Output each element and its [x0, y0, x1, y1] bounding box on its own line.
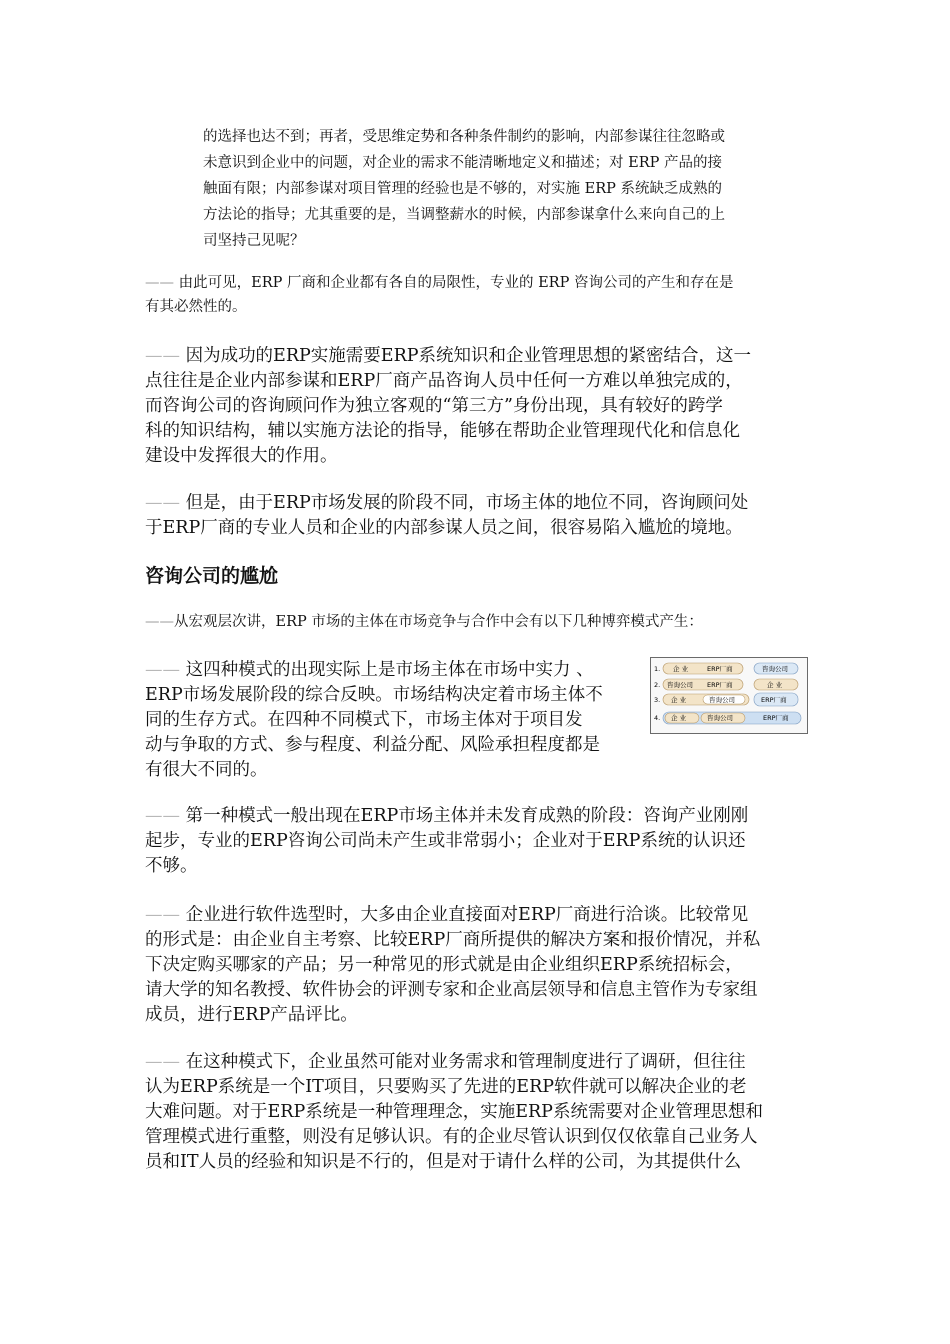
- paragraph-first-mode: [145, 804, 810, 879]
- row-number: 4.: [654, 714, 661, 722]
- text-line: 触面有限；内部参谋对项目管理的经验也是不够的，对实施 ERP 系统缺乏成熟的: [203, 181, 722, 197]
- text-line: 而咨询公司的咨询顾问作为独立客观的“第三方”身份出现，具有较好的跨学: [145, 396, 723, 416]
- paragraph-conclusion: [145, 271, 810, 319]
- text-line: 下决定购买哪家的产品；另一种常见的形式就是由企业组织ERP系统招标会，: [145, 955, 743, 975]
- text-line: 由此可见，ERP 厂商和企业都有各自的局限性，专业的 ERP 咨询公司的产生和存在是: [174, 275, 734, 291]
- text-line: 认为ERP系统是一个IT项目，只要购买了先进的ERP软件就可以解决企业的老: [145, 1077, 747, 1097]
- text-line: 请大学的知名教授、软件协会的评测专家和企业高层领导和信息主管作为专家组: [145, 980, 758, 1000]
- text-line: 科的知识结构，辅以实施方法论的指导，能够在帮助企业管理现代化和信息化: [145, 421, 740, 441]
- text-line: 司坚持己见呢？: [203, 233, 305, 249]
- node-label: 企 业: [671, 714, 687, 722]
- row-number: 2.: [654, 681, 661, 689]
- text-line: 的选择也达不到；再者，受思维定势和各种条件制约的影响，内部参谋往往忽略或: [203, 129, 725, 145]
- indent-marker: ——: [145, 1052, 180, 1072]
- text-line: 第一种模式一般出现在ERP市场主体并未发育成熟的阶段：咨询产业刚刚: [180, 806, 749, 826]
- node-label: ERP厂商: [707, 665, 733, 673]
- text-line: 于ERP厂商的专业人员和企业的内部参谋人员之间，很容易陷入尴尬的境地。: [145, 518, 743, 538]
- dash-marker: ——: [145, 275, 174, 291]
- node-label: 企 业: [671, 696, 687, 704]
- diagram-row-4: [654, 712, 801, 724]
- game-modes-diagram: [650, 657, 808, 734]
- node-label: 企 业: [673, 665, 689, 673]
- paragraph-macro: [145, 610, 810, 634]
- indent-marker: ——: [145, 660, 180, 680]
- text-line: 点往往是企业内部参谋和ERP厂商产品咨询人员中任何一方难以单独完成的，: [145, 371, 743, 391]
- node-label: 企 业: [767, 681, 783, 689]
- paragraph-third-party: [145, 344, 810, 469]
- text-line: 建设中发挥很大的作用。: [145, 446, 338, 466]
- text-line: 这四种模式的出现实际上是市场主体在市场中实力 、: [180, 660, 594, 680]
- text-line: 的形式是：由企业自主考察、比较ERP厂商所提供的解决方案和报价情况，并私: [145, 930, 761, 950]
- text-line: 有很大不同的。: [145, 760, 268, 780]
- text-line: 方法论的指导；尤其重要的是，当调整薪水的时候，内部参谋拿什么来向自己的上: [203, 207, 725, 223]
- row-number: 3.: [654, 696, 661, 704]
- text-line: 在这种模式下，企业虽然可能对业务需求和管理制度进行了调研，但往往: [180, 1052, 746, 1072]
- text-line: 成员，进行ERP产品评比。: [145, 1005, 358, 1025]
- diagram-row-3: [654, 693, 798, 706]
- node-label: 咨询公司: [707, 714, 733, 722]
- text-line: 同的生存方式。在四种不同模式下，市场主体对于项目发: [145, 710, 583, 730]
- indent-marker: ——: [145, 346, 180, 366]
- diagram-row-2: [654, 679, 798, 690]
- indent-marker: ——: [145, 905, 180, 925]
- text-line: 大难问题。对于ERP系统是一种管理理念，实施ERP系统需要对企业管理思想和: [145, 1102, 763, 1122]
- node-label: 咨询公司: [667, 681, 693, 689]
- paragraph-mode-detail: [145, 1050, 810, 1175]
- diagram-row-1: [654, 663, 798, 674]
- text-line: 从宏观层次讲，ERP 市场的主体在市场竞争与合作中会有以下几种博弈模式产生：: [174, 614, 703, 630]
- text-line: 有其必然性的。: [145, 299, 247, 315]
- text-line: 管理模式进行重整，则没有足够认识。有的企业尽管认识到仅仅依靠自己业务人: [145, 1127, 758, 1147]
- node-label: 咨询公司: [709, 696, 735, 704]
- dash-marker: ——: [145, 614, 174, 630]
- text-line: 因为成功的ERP实施需要ERP系统知识和企业管理思想的紧密结合，这一: [180, 346, 752, 366]
- text-line: 起步，专业的ERP咨询公司尚未产生或非常弱小；企业对于ERP系统的认识还: [145, 831, 746, 851]
- quoted-paragraph: [203, 124, 810, 254]
- text-line: 不够。: [145, 856, 198, 876]
- node-label: ERP厂商: [707, 681, 733, 689]
- node-label: ERP厂商: [761, 696, 787, 704]
- node-label: 咨询公司: [762, 665, 788, 673]
- indent-marker: ——: [145, 806, 180, 826]
- text-line: 但是，由于ERP市场发展的阶段不同，市场主体的地位不同，咨询顾问处: [180, 493, 749, 513]
- section-heading: 咨询公司的尴尬: [145, 565, 279, 587]
- text-line: 员和IT人员的经验和知识是不行的，但是对于请什么样的公司，为其提供什么: [145, 1152, 742, 1172]
- text-line: 动与争取的方式、参与程度、利益分配、风险承担程度都是: [145, 735, 600, 755]
- text-line: ERP市场发展阶段的综合反映。市场结构决定着市场主体不: [145, 685, 603, 705]
- paragraph-selection: [145, 903, 810, 1028]
- indent-marker: ——: [145, 493, 180, 513]
- node-label: ERP厂商: [763, 714, 789, 722]
- paragraph-however: [145, 491, 810, 541]
- text-line: 企业进行软件选型时，大多由企业直接面对ERP厂商进行洽谈。比较常见: [180, 905, 749, 925]
- text-line: 未意识到企业中的问题，对企业的需求不能清晰地定义和描述；对 ERP 产品的接: [203, 155, 722, 171]
- paragraph-four-modes: [145, 658, 645, 783]
- row-number: 1.: [654, 665, 661, 673]
